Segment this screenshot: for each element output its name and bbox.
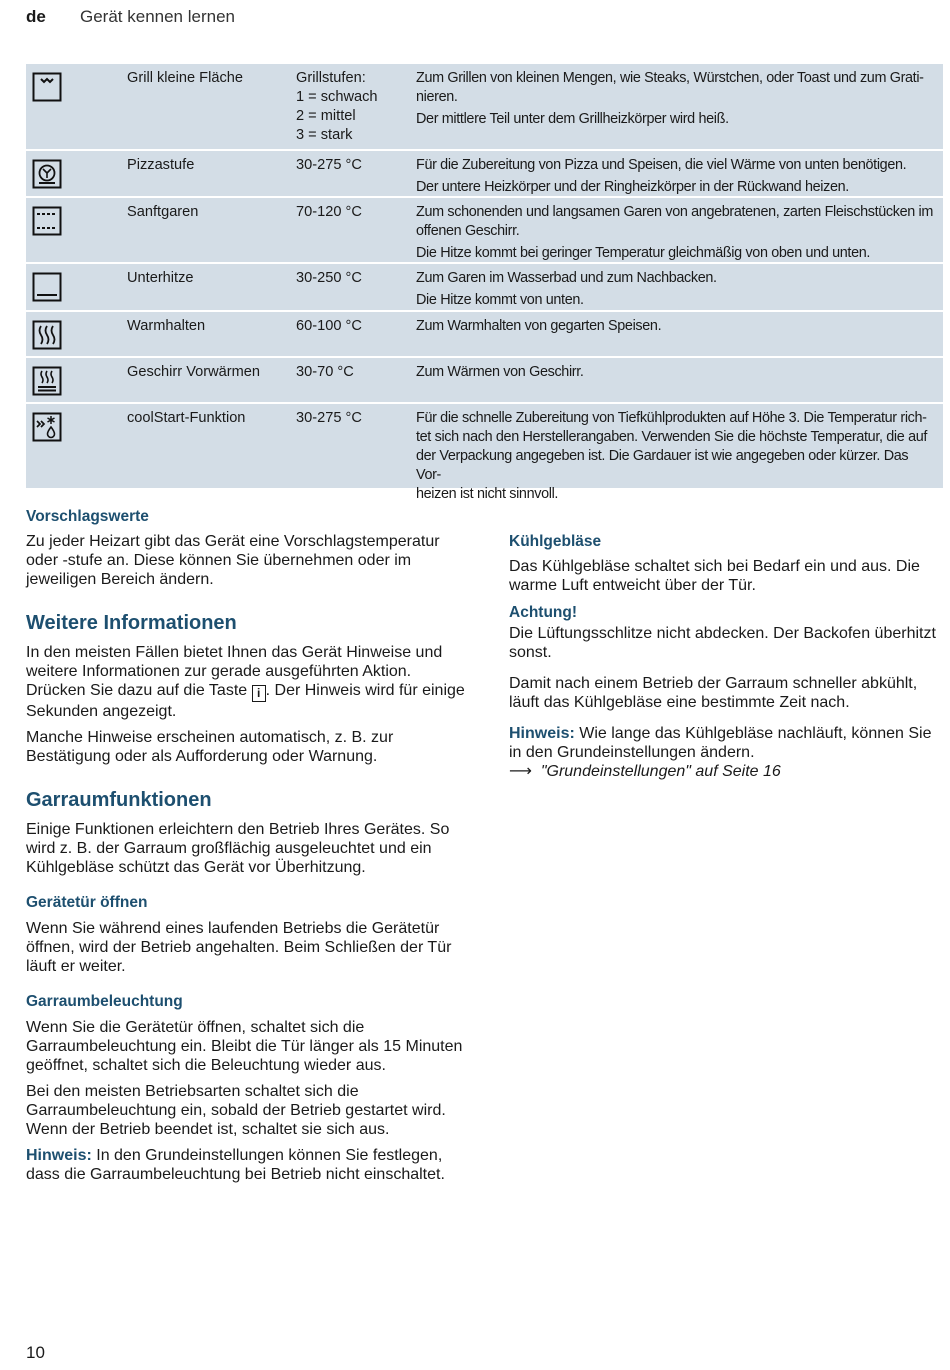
- table-row: [26, 310, 943, 356]
- pizza-setting-icon: [32, 159, 62, 189]
- paragraph: Bei den meisten Betriebsarten schaltet sich die Garraumbeleuchtung ein, sobald der Betrieb gestartet wird. Wenn der Betrieb beendet ist, schaltet sie sich aus.: [26, 1083, 446, 1138]
- mode-temperature: Grillstufen: 1 = schwach 2 = mittel 3 = stark: [296, 70, 378, 143]
- paragraph: Hinweis: In den Grundeinstellungen können Sie festlegen, dass die Garraumbeleuchtung bei Betrieb nicht einschaltet.: [26, 1147, 445, 1183]
- left-column: [26, 507, 466, 1184]
- page-header-title: Gerät kennen lernen: [80, 7, 235, 26]
- coolstart-icon: [32, 412, 62, 442]
- table-row: [26, 64, 943, 149]
- mode-description: Zum schonenden und langsamen Garen von angebratenen, zarten Fleischstücken im offenen Geschirr.: [416, 204, 934, 239]
- mode-description: Für die Zubereitung von Pizza und Speisen, die viel Wärme von unten benötigen.: [416, 157, 907, 173]
- paragraph: Wenn Sie die Gerätetür öffnen, schaltet sich die Garraumbeleuchtung ein. Bleibt die Tür länger als 15 Minuten geöffnet, schaltet sich die Beleuchtung wieder aus.: [26, 1019, 463, 1074]
- mode-description: Zum Garen im Wasserbad und zum Nachbacken.: [416, 270, 717, 286]
- grill-small-area-icon: [32, 72, 62, 102]
- mode-description-detail: Die Hitze kommt bei geringer Temperatur gleichmäßig von oben und unten.: [416, 245, 871, 261]
- mode-name: Grill kleine Fläche: [127, 70, 243, 86]
- section-subheading: Vorschlagswerte: [26, 508, 149, 525]
- arrow-right-icon: ⟶: [509, 763, 532, 780]
- cross-reference[interactable]: [509, 762, 941, 781]
- mode-name: Warmhalten: [127, 318, 206, 334]
- table-row: [26, 356, 943, 402]
- mode-temperature: 30-275 °C: [296, 410, 362, 426]
- mode-name: Geschirr Vorwärmen: [127, 364, 261, 380]
- hint-label: Hinweis:: [26, 1147, 92, 1164]
- mode-description: Für die schnelle Zubereitung von Tiefkühlprodukten auf Höhe 3. Die Temperatur rich- tet sich nach den Herstellerangaben. Verwenden Sie die höchste Temperatur, die auf der Verpackung angegeben ist. Die Gardauer ist wie angegeben oder kürzer. Das Vor- heizen ist nicht sinnvoll.: [416, 410, 928, 502]
- table-row: [26, 262, 943, 310]
- paragraph: Die Lüftungsschlitze nicht abdecken. Der Backofen überhitzt sonst.: [509, 625, 936, 661]
- section-heading: Weitere Informationen: [26, 612, 237, 634]
- mode-description: Zum Wärmen von Geschirr.: [416, 364, 584, 380]
- paragraph: Damit nach einem Betrieb der Garraum schneller abkühlt, läuft das Kühlgebläse eine bestimmte Zeit nach.: [509, 675, 918, 711]
- section-heading: Garraumfunktionen: [26, 789, 212, 811]
- page-number: 10: [26, 1343, 45, 1362]
- mode-temperature: 30-70 °C: [296, 364, 354, 380]
- mode-description: Zum Warmhalten von gegarten Speisen.: [416, 318, 662, 334]
- paragraph: Zu jeder Heizart gibt das Gerät eine Vorschlagstemperatur oder -stufe an. Diese können Sie übernehmen oder im jeweiligen Bereich ändern.: [26, 533, 440, 588]
- paragraph: Manche Hinweise erscheinen automatisch, z. B. zur Bestätigung oder als Aufforderung oder Warnung.: [26, 729, 394, 765]
- slow-cook-icon: [32, 206, 62, 236]
- paragraph: In den meisten Fällen bietet Ihnen das Gerät Hinweise und weitere Informationen zur gerade ausgeführten Aktion. Drücken Sie dazu auf die Taste i . Der Hinweis wird für einige Sekunden angezeigt.: [26, 644, 465, 720]
- mode-description-detail: Der untere Heizkörper und der Ringheizkörper in der Rückwand heizen.: [416, 179, 849, 195]
- paragraph: Hinweis: Wie lange das Kühlgebläse nachläuft, können Sie in den Grundeinstellungen ändern.: [509, 725, 932, 761]
- hint-label: Hinweis:: [509, 725, 575, 742]
- section-subheading: Gerätetür öffnen: [26, 894, 148, 911]
- mode-temperature: 60-100 °C: [296, 318, 362, 334]
- mode-description: Zum Grillen von kleinen Mengen, wie Steaks, Würstchen, oder Toast und zum Grati- nieren.: [416, 70, 924, 105]
- mode-name: Pizzastufe: [127, 157, 195, 173]
- mode-name: Sanftgaren: [127, 204, 199, 220]
- mode-temperature: 30-250 °C: [296, 270, 362, 286]
- warning-heading: Achtung!: [509, 604, 578, 621]
- table-row: [26, 149, 943, 196]
- mode-temperature: 70-120 °C: [296, 204, 362, 220]
- bottom-heat-icon: [32, 272, 62, 302]
- table-row: [26, 196, 943, 262]
- mode-name: Unterhitze: [127, 270, 194, 286]
- language-code: de: [26, 7, 46, 26]
- mode-temperature: 30-275 °C: [296, 157, 362, 173]
- paragraph: Wenn Sie während eines laufenden Betriebs die Gerätetür öffnen, wird der Betrieb angehalten. Beim Schließen der Tür läuft er weiter.: [26, 920, 452, 975]
- mode-description-detail: Der mittlere Teil unter dem Grillheizkörper wird heiß.: [416, 111, 729, 127]
- right-column: [509, 532, 941, 781]
- paragraph: Das Kühlgebläse schaltet sich bei Bedarf ein und aus. Die warme Luft entweicht über der Tür.: [509, 558, 920, 594]
- page-link[interactable]: "Grundeinstellungen" auf Seite 16: [540, 763, 781, 780]
- mode-name: coolStart-Funktion: [127, 410, 246, 426]
- paragraph: Einige Funktionen erleichtern den Betrieb Ihres Gerätes. So wird z. B. der Garraum großflächig ausgeleuchtet und ein Kühlgebläse schützt das Gerät vor Überhitzung.: [26, 821, 450, 876]
- mode-description-detail: Die Hitze kommt von unten.: [416, 292, 584, 308]
- section-subheading: Kühlgebläse: [509, 533, 602, 550]
- plate-warming-icon: [32, 366, 62, 396]
- section-subheading: Garraumbeleuchtung: [26, 993, 183, 1010]
- table-row: [26, 402, 943, 502]
- heating-modes-table: [26, 64, 943, 502]
- keep-warm-icon: [32, 320, 62, 350]
- info-key-icon: i: [252, 685, 266, 702]
